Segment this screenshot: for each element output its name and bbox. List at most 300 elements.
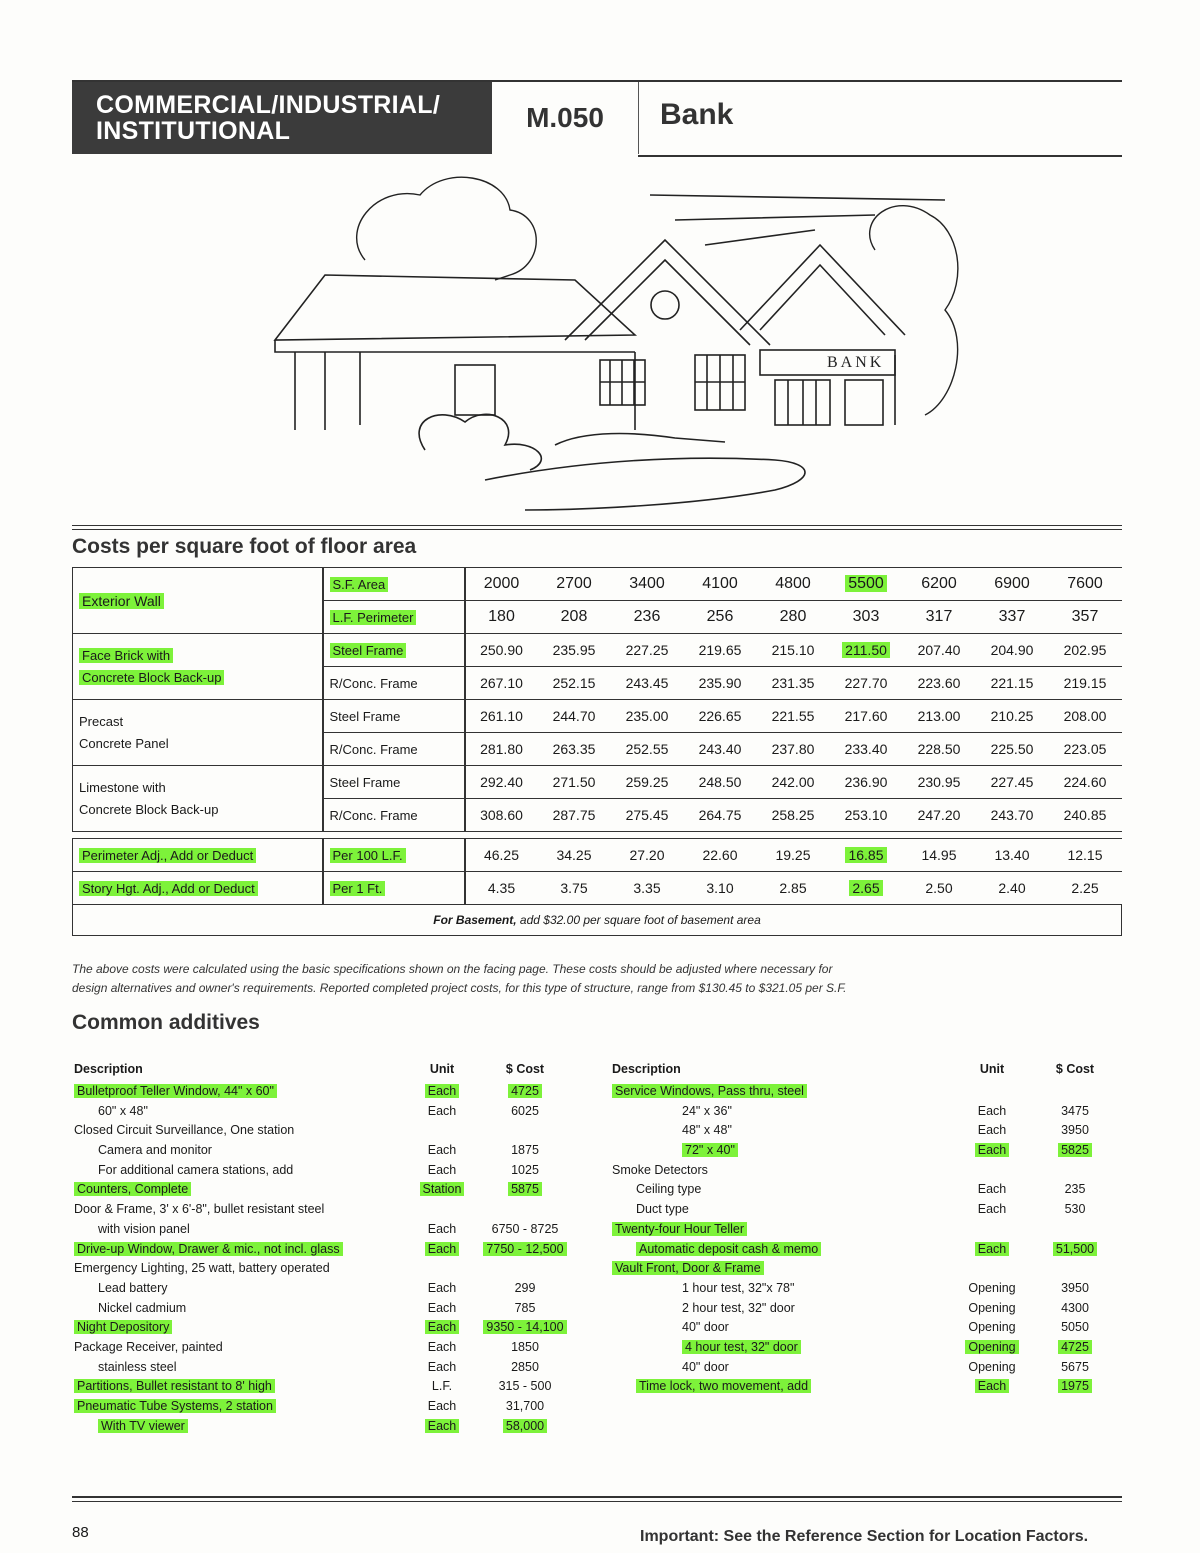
wall-type-text: Concrete Panel [79,735,169,751]
wall-type-line-2 [79,667,316,689]
additive-description: 72" x 40" [682,1143,738,1157]
additive-description: Partitions, Bullet resistant to 8' high [74,1379,275,1393]
additive-cost-row [475,1200,575,1220]
sf-area-value: 6200 [921,575,957,592]
cost-value: 235.95 [552,642,596,658]
additive-unit-row [410,1220,474,1240]
lf-perimeter-value: 236 [633,608,661,625]
sf-area-value: 5500 [845,575,887,592]
adjustment-value: 3.35 [633,880,661,896]
sf-area-cell [903,568,976,601]
wall-type-text: Limestone with [79,779,166,795]
additive-description: 1 hour test, 32"x 78" [682,1280,795,1295]
additive-unit-row [955,1240,1029,1260]
additives-title: Common additives [72,1011,260,1034]
additive-description: with vision panel [98,1221,190,1236]
cost-value: 217.60 [844,708,888,724]
additive-cost-row [1035,1220,1115,1240]
additive-cost-row [475,1338,575,1358]
additive-cost: 4300 [1061,1300,1089,1315]
adjustment-value: 2.40 [998,880,1026,896]
additive-cost-row [475,1141,575,1161]
additive-description: Night Depository [74,1320,172,1334]
adjustment-cell [903,839,976,872]
frame-type: Steel Frame [329,708,401,724]
cost-value: 204.90 [990,642,1034,658]
cost-value: 248.50 [698,774,742,790]
left-cost-header: $ Cost [505,1062,545,1076]
lf-perimeter-cell [1049,601,1122,634]
additive-cost-row [1035,1141,1115,1161]
wall-type-line-2 [79,733,316,755]
cost-cell [538,733,611,766]
adjustment-cell [611,839,684,872]
additive-description: 2 hour test, 32" door [682,1300,795,1315]
adjustment-value: 46.25 [483,847,520,863]
right-cost-column [1035,1060,1115,1397]
adjustment-value: 2.25 [1071,880,1099,896]
cost-value: 292.40 [480,774,523,790]
additive-description-row [612,1240,942,1260]
cost-cell [538,799,611,832]
additive-unit-row [410,1240,474,1260]
cost-cell [538,700,611,733]
additive-unit: Each [975,1242,1010,1256]
additive-cost: 5825 [1058,1143,1092,1157]
cost-cell [465,700,538,733]
wall-type-line-1 [79,645,316,667]
additive-unit: Opening [965,1340,1018,1354]
additive-description: 40" door [682,1359,729,1374]
additive-unit: Each [975,1379,1010,1393]
wall-type-cell [73,634,323,700]
adjustment-cell [465,839,538,872]
cost-value: 221.15 [990,675,1034,691]
footer-rule [72,1496,1122,1498]
additive-cost: 785 [514,1300,536,1315]
additive-unit-row [955,1141,1029,1161]
additive-description-row [612,1220,942,1240]
cost-cell [465,766,538,799]
additive-cost-row [475,1161,575,1181]
additive-description: Door & Frame, 3' x 6'-8", bullet resistant steel [74,1202,325,1217]
additive-description: Counters, Complete [74,1182,191,1196]
cost-cell [903,799,976,832]
cost-section-title: Costs per square foot of floor area [72,535,417,558]
adjustment-value: 2.65 [849,880,882,896]
additive-unit: Each [427,1143,457,1158]
adjustment-value: 27.20 [629,847,665,863]
cost-row [73,700,1122,733]
lf-perimeter-value: 337 [998,608,1026,625]
wall-type-line-1 [79,711,316,733]
sf-area-value: 4800 [775,575,811,592]
additive-description-row [612,1338,942,1358]
additive-unit-row [410,1338,474,1358]
adjustment-unit: Per 1 Ft. [330,881,386,896]
additive-unit-row [410,1279,474,1299]
cost-cell [830,667,903,700]
frame-type-cell [323,733,465,766]
header-top-rule [72,80,1122,82]
additive-cost: 6025 [511,1103,539,1118]
adjustment-label: Story Hgt. Adj., Add or Deduct [79,881,258,896]
additive-cost-row [1035,1240,1115,1260]
frame-type: Steel Frame [329,774,401,790]
cost-cell [830,799,903,832]
additive-unit: Station [420,1182,465,1196]
additive-description-row [74,1338,414,1358]
cost-cell [757,667,830,700]
additive-cost-row [475,1082,575,1102]
additive-cost: 3950 [1061,1123,1089,1138]
category-line-1: COMMERCIAL/INDUSTRIAL/ [96,91,441,119]
additive-description-row [612,1259,942,1279]
cost-value: 219.65 [698,642,742,658]
additive-unit-row [410,1200,474,1220]
cost-value: 202.95 [1063,642,1107,658]
additive-cost-row [475,1259,575,1279]
cost-value: 247.20 [917,807,961,823]
adjustment-cell [757,839,830,872]
cost-cell [757,766,830,799]
additive-cost: 3475 [1061,1103,1089,1118]
lf-perimeter-label: L.F. Perimeter [330,610,417,625]
cost-value: 227.70 [844,675,888,691]
basement-note-lead: For Basement, [433,913,517,927]
additive-description: Service Windows, Pass thru, steel [612,1084,807,1098]
additive-description: With TV viewer [98,1419,188,1433]
additive-description: 4 hour test, 32" door [682,1340,801,1354]
additive-cost: 7750 - 12,500 [483,1242,566,1256]
additive-description: Nickel cadmium [98,1300,187,1315]
page-title: Bank [660,98,734,131]
cost-value: 258.25 [771,807,815,823]
additive-cost: 235 [1064,1182,1086,1197]
cost-cell [757,700,830,733]
adjustment-label: Perimeter Adj., Add or Deduct [79,848,256,863]
additive-cost: 5050 [1061,1320,1089,1335]
cost-value: 208.00 [1063,708,1107,724]
additive-description: Bulletproof Teller Window, 44" x 60" [74,1084,277,1098]
cost-cell [1049,634,1122,667]
cost-cell [903,634,976,667]
lf-perimeter-cell [976,601,1049,634]
lf-perimeter-value: 280 [779,608,807,625]
adjustment-value: 13.40 [994,847,1030,863]
cost-cell [611,700,684,733]
cost-cell [976,667,1049,700]
cost-cell [976,766,1049,799]
additive-cost-row [475,1102,575,1122]
basement-note-text: add $32.00 per square foot of basement area [516,913,761,927]
additive-cost-row [475,1180,575,1200]
sf-area-value: 7600 [1067,575,1103,592]
lf-perimeter-cell [538,601,611,634]
adjustment-value: 3.10 [706,880,734,896]
additive-description: Emergency Lighting, 25 watt, battery operated [74,1261,330,1276]
wall-type-text: Face Brick with [79,648,173,663]
frame-type-cell [323,667,465,700]
additive-unit-row [955,1299,1029,1319]
additive-cost: 1975 [1058,1379,1092,1393]
cost-cell [611,634,684,667]
additive-description-row [74,1377,414,1397]
additive-description-row [74,1220,414,1240]
additive-description-row [74,1180,414,1200]
cost-value: 235.90 [698,675,742,691]
sf-area-cell [1049,568,1122,601]
cost-value: 250.90 [480,642,523,658]
cost-cell [611,799,684,832]
additive-unit-row [955,1220,1029,1240]
cost-value: 261.10 [480,708,523,724]
additive-unit: Each [427,1359,457,1374]
additive-cost: 5875 [508,1182,542,1196]
adjustment-value: 4.35 [487,880,516,896]
additive-unit: Each [427,1399,457,1413]
cost-cell [611,733,684,766]
lf-perimeter-value: 208 [560,608,588,625]
lf-perimeter-cell [684,601,757,634]
additive-cost-row [1035,1200,1115,1220]
additive-unit-row [955,1358,1029,1378]
additive-cost-row [1035,1259,1115,1279]
cost-value: 235.00 [625,708,669,724]
adjustment-cell [757,872,830,905]
adjustment-cell [1049,839,1122,872]
additive-cost: 1875 [511,1143,539,1158]
additive-cost: 31,700 [505,1399,545,1413]
lf-perimeter-value: 256 [706,608,734,625]
additive-description-row [612,1082,942,1102]
cost-value: 225.50 [990,741,1034,757]
right-description-header: Description [612,1062,681,1076]
lf-perimeter-cell [757,601,830,634]
cost-cell [830,766,903,799]
adjustment-value: 34.25 [556,847,592,863]
cost-value: 281.80 [480,741,523,757]
lf-perimeter-value: 180 [488,608,515,625]
additive-description: For additional camera stations, add [98,1162,294,1177]
wall-type-text: Concrete Block Back-up [79,670,224,685]
additive-description-row [612,1377,942,1397]
sf-area-label: S.F. Area [330,577,389,592]
cost-value: 275.45 [625,807,669,823]
adjustment-cell [465,872,538,905]
additive-unit-row [410,1358,474,1378]
wall-type-line-2 [79,799,316,821]
right-description-column [612,1060,942,1397]
additive-cost: 1850 [511,1339,539,1354]
additive-unit: Each [425,1320,460,1334]
cost-cell [976,700,1049,733]
additive-unit-row [955,1102,1029,1122]
additive-unit: Opening [968,1320,1016,1335]
additive-unit-row [410,1121,474,1141]
additive-description-row [612,1121,942,1141]
cost-cell [611,766,684,799]
additive-cost-row [475,1279,575,1299]
additive-description-row [74,1279,414,1299]
cost-value: 215.10 [771,642,815,658]
cost-value: 213.00 [917,708,961,724]
cost-cell [465,634,538,667]
additive-description-row [612,1161,942,1181]
adjustment-label-cell [73,839,323,872]
additive-unit: Each [425,1242,460,1256]
cost-cell [538,667,611,700]
additive-unit-row [410,1161,474,1181]
additive-unit-row [955,1161,1029,1181]
adjustment-cell [611,872,684,905]
cost-value: 271.50 [552,774,596,790]
sf-area-cell [684,568,757,601]
cost-cell [684,799,757,832]
sf-area-value: 6900 [994,575,1030,592]
additive-description-row [74,1102,414,1122]
additive-unit: Each [427,1221,457,1236]
additive-unit: Opening [968,1280,1016,1295]
cost-value: 252.55 [625,741,669,757]
cost-value: 227.25 [625,642,669,658]
sf-area-cell [830,568,903,601]
page-number: 88 [72,1524,89,1541]
exterior-wall-corner [73,568,323,634]
adjustment-cell [538,839,611,872]
right-unit-header: Unit [979,1062,1005,1076]
lf-perimeter-cell [611,601,684,634]
lf-perimeter-cell [830,601,903,634]
additive-description-row [74,1259,414,1279]
additive-cost-row [475,1121,575,1141]
cost-cell [903,700,976,733]
section-rule [72,525,1122,526]
additive-description-row [74,1082,414,1102]
additive-cost-row [1035,1358,1115,1378]
category-title [96,92,440,144]
additive-cost-row [475,1417,575,1437]
wall-type-cell [73,766,323,832]
additive-cost-row [1035,1299,1115,1319]
additive-unit: Opening [968,1300,1016,1315]
adjustment-cell [830,872,903,905]
cost-cell [830,733,903,766]
additive-cost: 5675 [1061,1359,1089,1374]
table-gap [73,832,1122,839]
additive-unit-row [410,1417,474,1437]
cost-value: 263.35 [552,741,596,757]
lf-perimeter-cell [903,601,976,634]
sf-area-cell [976,568,1049,601]
additive-cost-row [1035,1279,1115,1299]
additive-description-row [74,1200,414,1220]
additive-description-row [612,1318,942,1338]
adjustment-label-cell [73,872,323,905]
additive-cost-row [475,1377,575,1397]
additive-cost: 9350 - 14,100 [483,1320,566,1334]
sf-area-cell [538,568,611,601]
cost-value: 228.50 [917,741,961,757]
cost-value: 221.55 [771,708,815,724]
cost-cell [976,733,1049,766]
frame-type-cell [323,766,465,799]
location-factors-note: Important: See the Reference Section for Location Factors. [640,1528,1089,1545]
additive-unit-row [955,1082,1029,1102]
additive-description: Lead battery [98,1280,168,1295]
adjustment-value: 3.75 [560,880,588,896]
additive-cost: 4725 [1058,1340,1092,1354]
adjustment-value: 16.85 [845,847,886,863]
cost-value: 242.00 [771,774,815,790]
additive-unit: Each [427,1280,457,1295]
bank-building-illustration [255,160,975,520]
additive-cost-row [1035,1161,1115,1181]
additive-cost-row [475,1318,575,1338]
additive-unit: Each [977,1182,1007,1197]
lf-perimeter-value: 357 [1071,608,1099,625]
basement-note [73,905,1122,936]
cost-cell [684,700,757,733]
additive-unit: Each [425,1419,460,1433]
section-code: M.050 [492,82,639,154]
cost-cell [830,700,903,733]
exterior-wall-label: Exterior Wall [79,593,164,609]
cost-value: 223.60 [917,675,961,691]
additive-description: 40" door [682,1320,729,1335]
additive-description: Automatic deposit cash & memo [636,1242,821,1256]
sf-area-cell [465,568,538,601]
basement-note-row [73,905,1122,936]
additive-unit-row [955,1338,1029,1358]
additive-description: Pneumatic Tube Systems, 2 station [74,1399,276,1413]
additive-description-row [74,1318,414,1338]
cost-value: 243.40 [698,741,742,757]
cost-cell [684,634,757,667]
sf-area-value: 2700 [556,575,592,592]
cost-cell [538,766,611,799]
additive-cost-row [475,1397,575,1417]
right-cost-header: $ Cost [1055,1062,1095,1076]
additive-description-row [612,1299,942,1319]
cost-value: 259.25 [625,774,669,790]
left-cost-column [475,1060,575,1436]
additive-cost-row [1035,1377,1115,1397]
cost-value: 210.25 [990,708,1034,724]
cost-cell [903,766,976,799]
additive-unit-row [410,1377,474,1397]
cost-value: 224.60 [1063,774,1107,790]
additive-description-row [74,1240,414,1260]
adjustment-cell [684,839,757,872]
additive-unit: Each [977,1123,1007,1138]
additive-unit: Each [975,1143,1010,1157]
additive-description: Closed Circuit Surveillance, One station [74,1123,295,1138]
additive-description: Drive-up Window, Drawer & mic., not incl. glass [74,1242,343,1256]
additive-description: Package Receiver, painted [74,1339,223,1354]
cost-cell [1049,700,1122,733]
header-bottom-rule [638,155,1122,157]
cost-cell [757,799,830,832]
right-unit-column [955,1060,1029,1397]
additive-cost: 58,000 [503,1419,547,1433]
cost-value: 240.85 [1063,807,1107,823]
additive-unit-row [955,1318,1029,1338]
adjustment-value: 2.50 [925,880,953,896]
additive-cost-row [1035,1121,1115,1141]
cost-cell [1049,766,1122,799]
cost-value: 244.70 [552,708,596,724]
